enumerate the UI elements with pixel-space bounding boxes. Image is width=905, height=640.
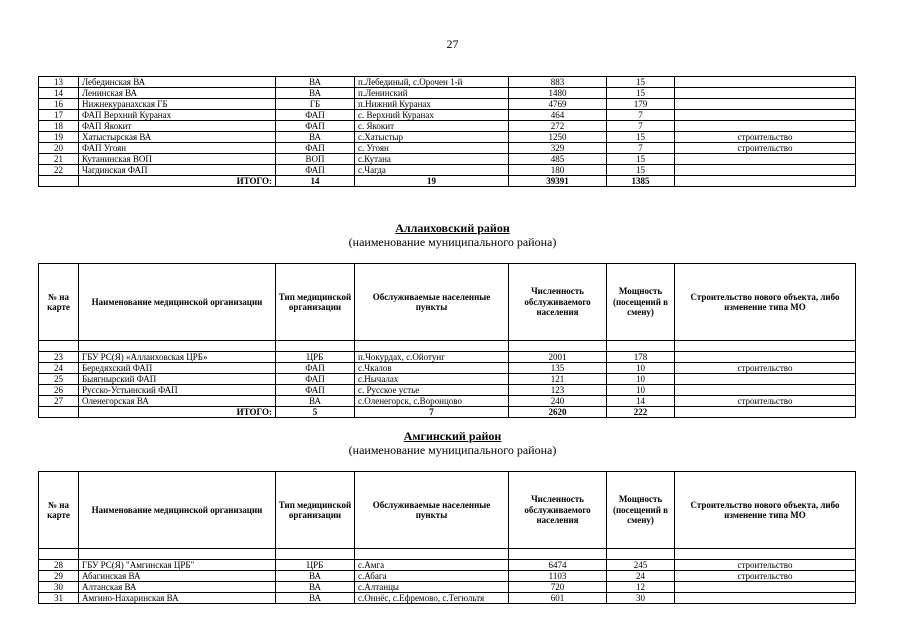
- cell-points: п.Чокурдах, с.Ойотунг: [355, 352, 509, 363]
- table-row: [39, 165, 856, 176]
- cell-num: 29: [39, 571, 79, 582]
- cell-construction: строительство: [675, 396, 856, 407]
- cell-construction: [675, 593, 856, 604]
- cell-population: 121: [509, 374, 607, 385]
- total-empty-cell: [675, 407, 856, 418]
- col-header-type: Тип медицинской организации: [276, 472, 355, 549]
- cell-points: п.Ленинский: [355, 88, 509, 99]
- cell-points: с. Якокит: [355, 121, 509, 132]
- table-body-section-2: [39, 341, 856, 418]
- table-row: [39, 571, 856, 582]
- cell-population: 180: [509, 165, 607, 176]
- total-population: 2620: [509, 407, 607, 418]
- cell-population: 2001: [509, 352, 607, 363]
- cell-construction: [675, 77, 856, 88]
- cell-population: 4769: [509, 99, 607, 110]
- cell-type: ВОП: [276, 154, 355, 165]
- cell-capacity: 15: [607, 165, 675, 176]
- cell-points: с.Амга: [355, 560, 509, 571]
- table-row: [39, 77, 856, 88]
- cell-num: 27: [39, 396, 79, 407]
- total-type: 14: [276, 176, 355, 187]
- cell-type: ВА: [276, 582, 355, 593]
- cell-population: 123: [509, 385, 607, 396]
- cell-population: 485: [509, 154, 607, 165]
- spacer-cell: [675, 549, 856, 560]
- spacer-cell: [79, 549, 276, 560]
- cell-type: ВА: [276, 132, 355, 143]
- district-subtitle: (наименование муниципального района): [348, 235, 557, 249]
- spacer-cell: [355, 549, 509, 560]
- cell-type: ЦРБ: [276, 352, 355, 363]
- cell-population: 240: [509, 396, 607, 407]
- cell-type: ФАП: [276, 143, 355, 154]
- col-header-capacity: Мощность (посещений в смену): [607, 472, 675, 549]
- cell-points: п.Нижний Куранах: [355, 99, 509, 110]
- col-header-num: № на карте: [39, 264, 79, 341]
- cell-population: 883: [509, 77, 607, 88]
- cell-name: ГБУ РС(Я) «Аллаиховская ЦРБ»: [79, 352, 276, 363]
- cell-construction: [675, 88, 856, 99]
- col-header-points: Обслуживаемые населенные пункты: [355, 472, 509, 549]
- table-row: [39, 352, 856, 363]
- cell-num: 16: [39, 99, 79, 110]
- cell-points: с.Чагда: [355, 165, 509, 176]
- cell-num: 14: [39, 88, 79, 99]
- cell-name: Оленегорская ВА: [79, 396, 276, 407]
- table-row: [39, 143, 856, 154]
- total-type: 5: [276, 407, 355, 418]
- spacer-cell: [607, 549, 675, 560]
- cell-construction: [675, 165, 856, 176]
- cell-capacity: 10: [607, 363, 675, 374]
- cell-construction: строительство: [675, 560, 856, 571]
- col-header-population: Численность обслуживаемого населения: [509, 472, 607, 549]
- total-capacity: 1385: [607, 176, 675, 187]
- table-total-row: [39, 176, 856, 187]
- cell-type: ВА: [276, 88, 355, 99]
- cell-points: с.Кутана: [355, 154, 509, 165]
- cell-num: 20: [39, 143, 79, 154]
- cell-name: Нижнекуранахская ГБ: [79, 99, 276, 110]
- cell-name: Русско-Устьинский ФАП: [79, 385, 276, 396]
- cell-type: ФАП: [276, 165, 355, 176]
- table-row: [39, 154, 856, 165]
- cell-num: 23: [39, 352, 79, 363]
- table-body-section-1: [39, 77, 856, 187]
- cell-points: с. Русское устье: [355, 385, 509, 396]
- col-header-num: № на карте: [39, 472, 79, 549]
- cell-population: 135: [509, 363, 607, 374]
- cell-name: Ленинская ВА: [79, 88, 276, 99]
- spacer-cell: [39, 549, 79, 560]
- col-header-type: Тип медицинской организации: [276, 264, 355, 341]
- spacer-cell: [509, 341, 607, 352]
- col-header-name: Наименование медицинской организации: [79, 472, 276, 549]
- cell-points: с.Хатыстыр: [355, 132, 509, 143]
- col-header-name: Наименование медицинской организации: [79, 264, 276, 341]
- cell-name: ФАП Якокит: [79, 121, 276, 132]
- cell-capacity: 15: [607, 88, 675, 99]
- table-row: [39, 88, 856, 99]
- table-spacer-row: [39, 341, 856, 352]
- cell-population: 1250: [509, 132, 607, 143]
- cell-construction: [675, 154, 856, 165]
- table-row: [39, 132, 856, 143]
- cell-num: 17: [39, 110, 79, 121]
- total-empty-cell: [39, 407, 79, 418]
- total-empty-cell: [39, 176, 79, 187]
- cell-num: 30: [39, 582, 79, 593]
- district-heading-allaikhovsky: [0, 221, 905, 249]
- total-label: ИТОГО:: [79, 407, 276, 418]
- cell-capacity: 24: [607, 571, 675, 582]
- table-section-2: [38, 263, 856, 418]
- table-header-row: [39, 472, 856, 549]
- table-body-section-3: [39, 549, 856, 604]
- cell-capacity: 15: [607, 154, 675, 165]
- cell-name: ФАП Верхний Куранах: [79, 110, 276, 121]
- cell-construction: строительство: [675, 363, 856, 374]
- district-name: Аллаиховский район: [395, 221, 510, 235]
- cell-num: 13: [39, 77, 79, 88]
- cell-population: 1480: [509, 88, 607, 99]
- table-section-1: [38, 76, 856, 187]
- cell-points: с.Оннёс, с.Ефремово, с.Тегюльтя: [355, 593, 509, 604]
- cell-num: 31: [39, 593, 79, 604]
- cell-name: Быягнырский ФАП: [79, 374, 276, 385]
- cell-name: Лебединская ВА: [79, 77, 276, 88]
- cell-points: п.Лебединый, с.Орочен 1-й: [355, 77, 509, 88]
- cell-name: ФАП Угоян: [79, 143, 276, 154]
- table-row: [39, 99, 856, 110]
- district-name: Амгинский район: [403, 429, 502, 443]
- cell-construction: строительство: [675, 571, 856, 582]
- cell-num: 24: [39, 363, 79, 374]
- cell-points: с.Чкалов: [355, 363, 509, 374]
- spacer-cell: [509, 549, 607, 560]
- table-total-row: [39, 407, 856, 418]
- cell-type: ФАП: [276, 363, 355, 374]
- col-header-population: Численность обслуживаемого населения: [509, 264, 607, 341]
- total-empty-cell: [675, 176, 856, 187]
- cell-type: ГБ: [276, 99, 355, 110]
- cell-construction: [675, 374, 856, 385]
- cell-num: 25: [39, 374, 79, 385]
- cell-capacity: 15: [607, 77, 675, 88]
- cell-population: 6474: [509, 560, 607, 571]
- cell-num: 26: [39, 385, 79, 396]
- table-row: [39, 385, 856, 396]
- table-row: [39, 121, 856, 132]
- table-row: [39, 396, 856, 407]
- table-row: [39, 110, 856, 121]
- cell-name: Алтанская ВА: [79, 582, 276, 593]
- col-header-points: Обслуживаемые населенные пункты: [355, 264, 509, 341]
- cell-population: 601: [509, 593, 607, 604]
- total-population: 39391: [509, 176, 607, 187]
- cell-capacity: 14: [607, 396, 675, 407]
- cell-capacity: 245: [607, 560, 675, 571]
- cell-num: 18: [39, 121, 79, 132]
- cell-construction: [675, 385, 856, 396]
- total-capacity: 222: [607, 407, 675, 418]
- cell-points: с.Оленегорск, с.Воронцово: [355, 396, 509, 407]
- cell-population: 1103: [509, 571, 607, 582]
- col-header-construction: Строительство нового объекта, либо изменение типа МО: [675, 472, 856, 549]
- cell-construction: строительство: [675, 143, 856, 154]
- cell-points: с.Нычалах: [355, 374, 509, 385]
- cell-points: с. Верхний Куранах: [355, 110, 509, 121]
- table-row: [39, 374, 856, 385]
- cell-name: Кутанинская ВОП: [79, 154, 276, 165]
- cell-construction: [675, 99, 856, 110]
- cell-population: 464: [509, 110, 607, 121]
- cell-type: ФАП: [276, 110, 355, 121]
- district-subtitle: (наименование муниципального района): [348, 443, 557, 457]
- cell-type: ФАП: [276, 121, 355, 132]
- cell-capacity: 10: [607, 385, 675, 396]
- cell-capacity: 30: [607, 593, 675, 604]
- cell-type: ВА: [276, 396, 355, 407]
- spacer-cell: [675, 341, 856, 352]
- spacer-cell: [276, 341, 355, 352]
- cell-num: 19: [39, 132, 79, 143]
- cell-name: ГБУ РС(Я) "Амгинская ЦРБ": [79, 560, 276, 571]
- table-row: [39, 593, 856, 604]
- total-points: 19: [355, 176, 509, 187]
- table-spacer-row: [39, 549, 856, 560]
- spacer-cell: [607, 341, 675, 352]
- cell-name: Бередяхский ФАП: [79, 363, 276, 374]
- cell-construction: [675, 582, 856, 593]
- table-section-3: [38, 471, 856, 604]
- cell-type: ФАП: [276, 374, 355, 385]
- cell-construction: [675, 121, 856, 132]
- col-header-capacity: Мощность (посещений в смену): [607, 264, 675, 341]
- cell-points: с.Абага: [355, 571, 509, 582]
- cell-capacity: 7: [607, 143, 675, 154]
- cell-capacity: 7: [607, 110, 675, 121]
- cell-construction: строительство: [675, 132, 856, 143]
- cell-capacity: 7: [607, 121, 675, 132]
- cell-population: 720: [509, 582, 607, 593]
- cell-num: 22: [39, 165, 79, 176]
- spacer-cell: [355, 341, 509, 352]
- cell-name: Хатыстырская ВА: [79, 132, 276, 143]
- cell-capacity: 15: [607, 132, 675, 143]
- cell-type: ЦРБ: [276, 560, 355, 571]
- total-label: ИТОГО:: [79, 176, 276, 187]
- cell-name: Абагинская ВА: [79, 571, 276, 582]
- total-points: 7: [355, 407, 509, 418]
- table-header-row: [39, 264, 856, 341]
- spacer-cell: [79, 341, 276, 352]
- cell-type: ВА: [276, 571, 355, 582]
- page-number: 27: [446, 37, 459, 51]
- table-row: [39, 560, 856, 571]
- cell-construction: [675, 352, 856, 363]
- cell-population: 329: [509, 143, 607, 154]
- cell-points: с. Угоян: [355, 143, 509, 154]
- cell-type: ВА: [276, 593, 355, 604]
- cell-name: Чагдинская ФАП: [79, 165, 276, 176]
- cell-capacity: 10: [607, 374, 675, 385]
- cell-population: 272: [509, 121, 607, 132]
- district-heading-amginsky: [0, 429, 905, 457]
- cell-name: Амгино-Нахаринская ВА: [79, 593, 276, 604]
- cell-num: 28: [39, 560, 79, 571]
- cell-num: 21: [39, 154, 79, 165]
- table-row: [39, 582, 856, 593]
- cell-capacity: 179: [607, 99, 675, 110]
- spacer-cell: [276, 549, 355, 560]
- cell-type: ВА: [276, 77, 355, 88]
- cell-type: ФАП: [276, 385, 355, 396]
- spacer-cell: [39, 341, 79, 352]
- cell-capacity: 178: [607, 352, 675, 363]
- cell-capacity: 12: [607, 582, 675, 593]
- cell-points: с.Алтанцы: [355, 582, 509, 593]
- cell-construction: [675, 110, 856, 121]
- col-header-construction: Строительство нового объекта, либо изменение типа МО: [675, 264, 856, 341]
- table-row: [39, 363, 856, 374]
